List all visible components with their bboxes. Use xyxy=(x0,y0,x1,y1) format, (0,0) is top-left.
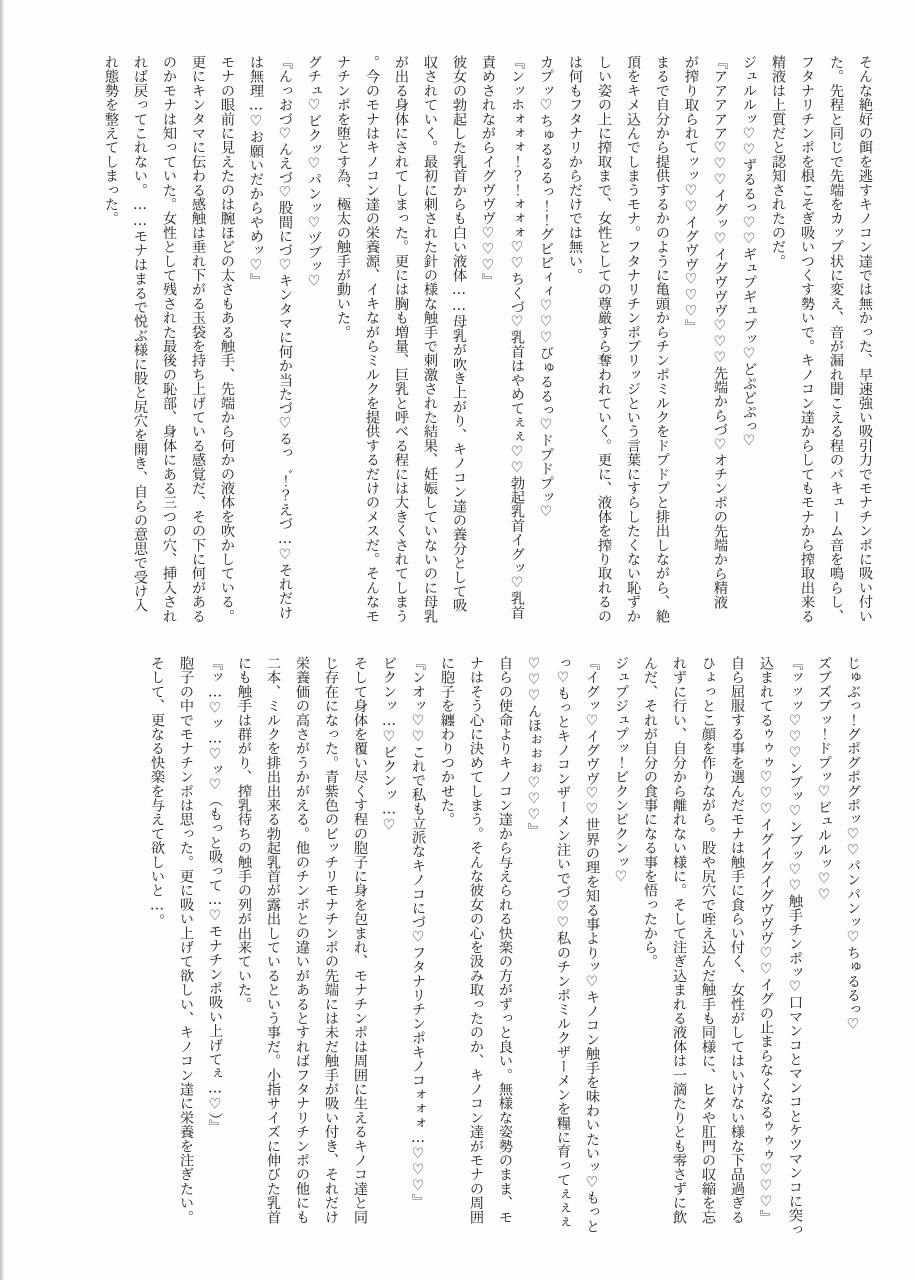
paragraph-dialogue: 『ッ…♡ッ…♡ッ♡（もっと吸って…♡モナチンポ吸い上げてぇ…♡）』 xyxy=(207,656,223,1134)
paragraph-narration: 胞子の中でモナチンポは思った。更に吸い上げて欲しい、キノコン達に栄養を注ぎたい。そして、更なる快楽を与えて欲しいと…。 xyxy=(149,656,194,1224)
paragraph-dialogue: 『アアアアア♡♡♡イグッ♡イグヴヴヴ♡♡♡先端からづ♡オチンポの先端から精液が搾り取られてッッ♡♡イグヴヴ♡♡♡』 xyxy=(683,55,728,609)
paragraph-sfx: カプッ♡ちゅるるるっ！！グビビィィ♡♡♡びゅるるっ♡ドプドプッ♡ xyxy=(538,55,554,521)
scan-edge xyxy=(0,0,4,1280)
text-block-top xyxy=(96,55,879,623)
paragraph-dialogue: 『ンッホォォォ！？！ォォォ♡♡ちくづ♡乳首はやめてぇぇ♡♡勃起乳首イグッ♡乳首責めされながらイグヴヴヴ♡♡♡』 xyxy=(480,55,525,620)
paragraph-sfx: ジュプジュプッ！ビクンビクンッ♡ xyxy=(613,656,629,885)
paragraph-narration: そして身体を覆い尽くす程の胞子に身を包まれ、モナチンポは周囲に生えるキノコ達と同じ存在になった。青紫色のビッチリモナチンポの先端には未だ触手が吸い付き、それだけ栄養価の高さがうかがえる。他のチンポとの違いがあるとすればフタナリチンポの他にも二本、ミルクを排出出来る勃起乳首が露出しているという事だ。小指サイズに伸びた乳首にも触手は群がり、搾乳待ちの触手の列が出来ていた。 xyxy=(236,656,368,1224)
paragraph-sfx: ズブズブッ！ドプッ♡ビュルルッ♡♡ xyxy=(816,656,832,903)
paragraph-narration: モナの眼前に見えたのは腕ほどの太さもある触手、先端から何かの液体を吹かしている。更にキンタマに伝わる感触は垂れ下がる玉袋を持ち上げている感覚だ、その下に何があるのかモナは知っていた。女性として残された最後の恥部、身体にある三つの穴、挿入されれば戻ってこれない。……モナはまるで悦ぶ様に股と尻穴を開き、自らの意思で受け入れ態勢を整えてしまった。 xyxy=(103,55,235,623)
paragraph-dialogue: 『んっおづ♡んえづ♡股間にづ♡キンタマに何か当たづ♡るっ゛！？えづ…♡それだけは無理…♡お願いだからやめッ♡』 xyxy=(248,55,293,620)
paragraph-narration: そんな絶好の餌を逃すキノコン達では無かった、早速強い吸引力でモナチンポに吸い付いた。先程と同じで先端をカップ状に変え、音が漏れ聞こえる程のバキューム音を鳴らし、フタナリチンポを根こそぎ吸いつくす勢いで。キノコン達からしてもモナから搾取出来る精液は上質だと認知されたのだ。 xyxy=(770,55,873,623)
paragraph-narration: まるで自分から提供するかのように亀頭からチンポミルクをドプドプと排出しながら、絶頂をキメ込んでしまうモナ。フタナリチンポブリッジという言葉にすらしたくない恥ずかしい姿の上に搾取まで、女性としての尊厳すら奪われていく。更に、液体を搾り取れるのは何もフタナリからだけでは無い。 xyxy=(567,55,670,623)
paragraph-narration: 自ら屈服する事を選んだモナは触手に食らい付く、女性がしてはいけない様な下品過ぎるひょっとこ顔を作りながら。股や尻穴で咥え込んだ触手も同様に、ヒダや肛門の収縮を忘れずに行い、自分から離れない様に。そして注ぎ込まれる液体は一滴たりとも零さずに飲んだ、それが自分の食事になる事を悟ったから。 xyxy=(642,656,745,1224)
paragraph-narration: 自らの使命よりキノコン達から与えられる快楽の方がずっと良い。無様な姿勢のまま、モナはそう心に決めてしまう。そんな彼女の心を汲み取ったのか、キノコン達がモナの周囲に胞子を纏わりつかせた。 xyxy=(439,656,513,1224)
paragraph-sfx: じゅぶっ！グポグポグポッ♡♡パンパンッ♡ちゅるるっ♡ xyxy=(845,656,861,1033)
paragraph-sfx: グチュ♡ビクッ♡パンッ♡ヅブッ♡ xyxy=(306,55,322,290)
text-block-bottom xyxy=(142,656,867,1238)
paragraph-dialogue: 『ッッッ♡♡♡ンブッ♡ンブッ♡♡触手チンポッ♡口マンコとマンコとケツマンコに突っ込まれてるゥゥゥ♡♡♡イグイグイグヴヴヴ♡♡イグの止まらなくなるゥゥゥ♡♡♡』 xyxy=(758,656,803,1237)
paragraph-narration: 彼女の勃起した乳首からも白い液体……母乳が吹き上がり、キノコン達の養分として吸収されていく。最初に刺された針の様な触手で刺激された結果、妊娠していないのに母乳が出る身体にされてしまった。更には胸も増量、巨乳と呼べる程には大きくされてしまう。今のモナはキノコン達の栄養源、イキながらミルクを提供するだけのメスだ。そんなモナチンポを堕とす為、極太の触手が動いた。 xyxy=(335,55,467,623)
paragraph-sfx: ビクンッ…♡ビクンッ…♡ xyxy=(381,656,397,834)
paragraph-sfx: ジュルルッ♡♡ずるるっ♡♡ギュプギュプッ♡どぷどぷっ♡ xyxy=(741,55,757,450)
paragraph-dialogue: 『ンオッ♡♡これで私も立派なキノコにづ♡フタナリチンポキノコォォォ…♡♡♡』 xyxy=(410,656,426,1209)
paragraph-dialogue: 『イグッ♡イグヴヴ♡♡世界の理を知る事よりッ♡キノコン触手を味わいたいッ♡もっとっ♡もっとキノコンザーメン注いでづ♡♡私のチンポミルクザーメンを糧に育ってぇぇぇ♡♡♡んほぉぉぉ♡♡♡』 xyxy=(526,656,600,1233)
